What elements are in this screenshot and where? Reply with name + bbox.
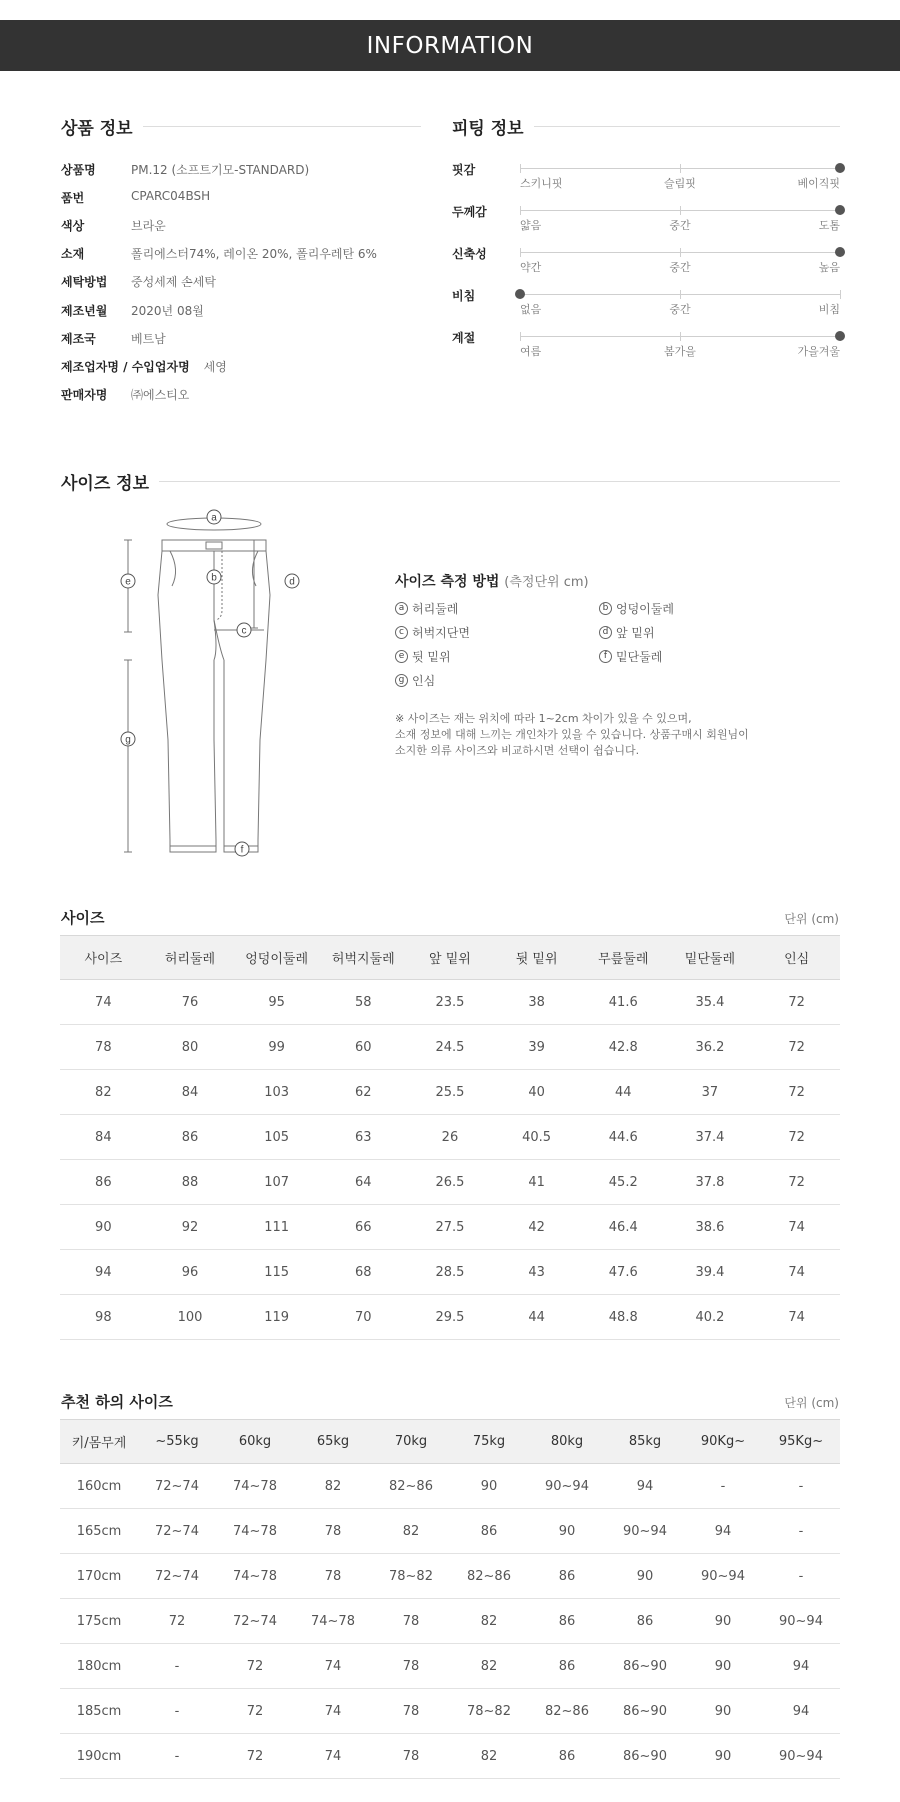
- table-cell: 40.5: [493, 1115, 580, 1160]
- table-cell: 90~94: [606, 1509, 684, 1554]
- table-cell: 68: [320, 1250, 407, 1295]
- table-cell: 170cm: [60, 1554, 138, 1599]
- table-header-cell: 엉덩이둘레: [233, 936, 320, 980]
- table-cell: 78: [372, 1599, 450, 1644]
- pants-diagram: [110, 500, 330, 865]
- marker-circle: d: [599, 626, 612, 639]
- table-row: [60, 1554, 840, 1599]
- product-info-label: 색상: [61, 219, 85, 233]
- table-cell: -: [762, 1509, 840, 1554]
- table-cell: 72: [216, 1644, 294, 1689]
- size-note-line: 소지한 의류 사이즈와 비교하시면 선택이 쉽습니다.: [395, 744, 640, 757]
- table-cell: 74~78: [216, 1509, 294, 1554]
- table-cell: 90: [684, 1689, 762, 1734]
- table-cell: 47.6: [580, 1250, 667, 1295]
- table-row: [60, 1160, 840, 1205]
- fitting-tick: [520, 164, 521, 173]
- table-cell: 41: [493, 1160, 580, 1205]
- table-cell: 78: [372, 1644, 450, 1689]
- table-row: [60, 1509, 840, 1554]
- table-header-cell: 75kg: [450, 1420, 528, 1464]
- table-cell: 185cm: [60, 1689, 138, 1734]
- fitting-track: [520, 294, 840, 295]
- table-row: [60, 1689, 840, 1734]
- fitting-tick: [680, 332, 681, 341]
- size-info-title: 사이즈 정보: [61, 469, 159, 494]
- table-row: [60, 1025, 840, 1070]
- marker-circle: c: [395, 626, 408, 639]
- fitting-label: 계절: [452, 331, 476, 345]
- table-cell: 90~94: [762, 1599, 840, 1644]
- table-cell: -: [762, 1554, 840, 1599]
- product-info-value: 베트남: [131, 332, 166, 346]
- recommend-table-unit: 단위 (cm): [784, 1396, 839, 1410]
- table-cell: 72: [753, 1025, 840, 1070]
- table-cell: 78: [372, 1689, 450, 1734]
- fitting-tick: [680, 164, 681, 173]
- marker-circle: b: [599, 602, 612, 615]
- table-cell: 72~74: [216, 1599, 294, 1644]
- table-cell: 72: [753, 980, 840, 1025]
- table-cell: 190cm: [60, 1734, 138, 1779]
- fitting-label: 핏감: [452, 163, 476, 177]
- table-cell: 44: [493, 1295, 580, 1340]
- fitting-tick: [520, 332, 521, 341]
- product-info-value: 브라운: [131, 219, 166, 233]
- fitting-track: [520, 336, 840, 337]
- table-cell: 72: [216, 1734, 294, 1779]
- fitting-scale-label: 비침: [818, 303, 840, 316]
- fitting-level-dot: [515, 289, 525, 299]
- marker-b: [207, 570, 221, 584]
- table-cell: 86: [528, 1644, 606, 1689]
- table-header-cell: 키/몸무게: [60, 1420, 138, 1464]
- measure-guide-label: 허벅지단면: [412, 626, 470, 640]
- table-cell: 82~86: [372, 1464, 450, 1509]
- table-cell: 86~90: [606, 1689, 684, 1734]
- table-cell: 86: [450, 1509, 528, 1554]
- product-info-row: [61, 302, 204, 319]
- table-cell: 70: [320, 1295, 407, 1340]
- size-info-divider: [61, 481, 840, 482]
- table-row: [60, 1734, 840, 1779]
- fitting-level-dot: [835, 331, 845, 341]
- marker-a: [207, 510, 221, 524]
- table-cell: 82: [450, 1734, 528, 1779]
- table-cell: 94: [762, 1689, 840, 1734]
- fitting-tick: [840, 290, 841, 299]
- fitting-scale-label: 도톰: [818, 219, 840, 232]
- fitting-label: 신축성: [452, 247, 487, 261]
- table-header-cell: 80kg: [528, 1420, 606, 1464]
- table-cell: 90: [606, 1554, 684, 1599]
- table-header-cell: 90Kg~: [684, 1420, 762, 1464]
- table-cell: 90~94: [684, 1554, 762, 1599]
- product-info-title: 상품 정보: [61, 114, 143, 139]
- table-cell: 82~86: [450, 1554, 528, 1599]
- product-info-label: 세탁방법: [61, 275, 108, 289]
- table-header-cell: 사이즈: [60, 936, 147, 980]
- table-cell: 72: [216, 1689, 294, 1734]
- table-cell: 46.4: [580, 1205, 667, 1250]
- table-cell: 42.8: [580, 1025, 667, 1070]
- measure-guide-label: 뒷 밑위: [412, 650, 451, 664]
- marker-circle: f: [599, 650, 612, 663]
- fitting-track: [520, 252, 840, 253]
- marker-circle: g: [395, 674, 408, 687]
- marker-f: [235, 842, 249, 856]
- table-cell: 82: [294, 1464, 372, 1509]
- size-table-unit: 단위 (cm): [784, 912, 839, 926]
- fitting-track: [520, 168, 840, 169]
- table-header-cell: 70kg: [372, 1420, 450, 1464]
- measure-guide-item: [395, 648, 451, 665]
- product-info-value: 폴리에스터74%, 레이온 20%, 폴리우레탄 6%: [131, 247, 377, 261]
- table-cell: 86: [606, 1599, 684, 1644]
- fitting-level-dot: [835, 205, 845, 215]
- table-cell: 78~82: [450, 1689, 528, 1734]
- product-info-label: 판매자명: [61, 388, 108, 402]
- table-cell: 78: [294, 1509, 372, 1554]
- product-info-value: 세영: [203, 360, 227, 374]
- table-cell: 90: [60, 1205, 147, 1250]
- table-row: [60, 1115, 840, 1160]
- table-cell: 74: [753, 1295, 840, 1340]
- svg-text:g: g: [125, 734, 131, 746]
- product-info-row: [61, 217, 166, 234]
- table-cell: 111: [233, 1205, 320, 1250]
- svg-text:c: c: [241, 625, 247, 637]
- table-header-cell: 밑단둘레: [667, 936, 754, 980]
- table-cell: 35.4: [667, 980, 754, 1025]
- table-cell: 37.8: [667, 1160, 754, 1205]
- table-cell: 29.5: [407, 1295, 494, 1340]
- table-cell: 72~74: [138, 1509, 216, 1554]
- table-cell: 94: [762, 1644, 840, 1689]
- fitting-tick: [520, 206, 521, 215]
- product-info-value: PM.12 (소프트기모-STANDARD): [131, 163, 310, 177]
- table-cell: 60: [320, 1025, 407, 1070]
- table-cell: 45.2: [580, 1160, 667, 1205]
- table-cell: 94: [606, 1464, 684, 1509]
- size-note: [395, 711, 815, 759]
- table-cell: 86: [147, 1115, 234, 1160]
- measure-guide-item: [599, 624, 655, 641]
- product-info-value: ㈜에스티오: [131, 388, 190, 402]
- table-cell: 40.2: [667, 1295, 754, 1340]
- table-header-cell: 뒷 밑위: [493, 936, 580, 980]
- product-info-row: [61, 273, 216, 290]
- fitting-info-title: 피팅 정보: [452, 114, 534, 139]
- marker-d: [285, 574, 299, 588]
- table-row: [60, 1644, 840, 1689]
- table-cell: 90: [684, 1599, 762, 1644]
- size-table-title: 사이즈: [61, 909, 105, 927]
- table-cell: 78~82: [372, 1554, 450, 1599]
- table-cell: 88: [147, 1160, 234, 1205]
- table-cell: 41.6: [580, 980, 667, 1025]
- table-cell: 84: [147, 1070, 234, 1115]
- table-cell: 23.5: [407, 980, 494, 1025]
- table-header-cell: 85kg: [606, 1420, 684, 1464]
- table-cell: 37: [667, 1070, 754, 1115]
- table-cell: 28.5: [407, 1250, 494, 1295]
- table-cell: 92: [147, 1205, 234, 1250]
- fitting-scale-label: 봄가을: [664, 345, 696, 358]
- table-header-cell: 95Kg~: [762, 1420, 840, 1464]
- fitting-tick: [680, 248, 681, 257]
- table-cell: 119: [233, 1295, 320, 1340]
- product-info-label: 제조년월: [61, 304, 108, 318]
- table-cell: 44.6: [580, 1115, 667, 1160]
- table-header-cell: 60kg: [216, 1420, 294, 1464]
- svg-text:b: b: [211, 572, 217, 584]
- table-cell: 180cm: [60, 1644, 138, 1689]
- measure-guide-label: 허리둘레: [412, 602, 459, 616]
- table-cell: 82: [60, 1070, 147, 1115]
- product-info-value: 중성세제 손세탁: [131, 275, 216, 289]
- table-cell: 105: [233, 1115, 320, 1160]
- table-cell: 94: [60, 1250, 147, 1295]
- information-banner: INFORMATION: [0, 20, 900, 71]
- table-cell: 48.8: [580, 1295, 667, 1340]
- table-cell: 82: [372, 1509, 450, 1554]
- table-cell: 99: [233, 1025, 320, 1070]
- size-note-line: 소재 정보에 대해 느끼는 개인차가 있을 수 있습니다. 상품구매시 회원님이: [395, 728, 749, 741]
- marker-e: [121, 574, 135, 588]
- table-row: [60, 1250, 840, 1295]
- measure-guide-item: [395, 600, 458, 617]
- table-row: [60, 1295, 840, 1340]
- table-cell: 84: [60, 1115, 147, 1160]
- fitting-scale-label: 높음: [818, 261, 840, 274]
- table-cell: 86~90: [606, 1644, 684, 1689]
- table-cell: 38.6: [667, 1205, 754, 1250]
- table-cell: 86: [60, 1160, 147, 1205]
- table-cell: 74~78: [216, 1464, 294, 1509]
- measure-guide-label: 밑단둘레: [616, 650, 663, 664]
- table-cell: 90~94: [762, 1734, 840, 1779]
- marker-circle: e: [395, 650, 408, 663]
- table-cell: 95: [233, 980, 320, 1025]
- fitting-scale-label: 스키니핏: [520, 177, 563, 190]
- table-cell: 100: [147, 1295, 234, 1340]
- table-cell: 82: [450, 1644, 528, 1689]
- table-cell: 74: [294, 1644, 372, 1689]
- product-info-row: [61, 358, 227, 375]
- marker-g: [121, 732, 135, 746]
- table-cell: 38: [493, 980, 580, 1025]
- table-cell: 115: [233, 1250, 320, 1295]
- size-table: [60, 935, 840, 1340]
- table-header-cell: 허리둘레: [147, 936, 234, 980]
- table-cell: -: [138, 1734, 216, 1779]
- table-cell: 74: [294, 1689, 372, 1734]
- table-header-cell: 인심: [753, 936, 840, 980]
- table-cell: 76: [147, 980, 234, 1025]
- product-info-row: [61, 245, 377, 262]
- table-cell: 37.4: [667, 1115, 754, 1160]
- table-header-cell: ~55kg: [138, 1420, 216, 1464]
- svg-text:a: a: [211, 512, 217, 524]
- svg-text:e: e: [125, 576, 131, 588]
- measure-guide-item: [395, 672, 435, 689]
- fitting-tick: [520, 248, 521, 257]
- table-cell: 82~86: [528, 1689, 606, 1734]
- table-cell: 36.2: [667, 1025, 754, 1070]
- table-cell: 40: [493, 1070, 580, 1115]
- table-cell: 78: [372, 1734, 450, 1779]
- recommend-table: [60, 1419, 840, 1779]
- measure-guide-label: 인심: [412, 674, 436, 688]
- table-cell: 43: [493, 1250, 580, 1295]
- fitting-scale-label: 베이직핏: [797, 177, 840, 190]
- svg-text:f: f: [240, 844, 244, 856]
- table-cell: 72: [753, 1160, 840, 1205]
- table-header-cell: 무릎둘레: [580, 936, 667, 980]
- marker-circle: a: [395, 602, 408, 615]
- table-cell: 103: [233, 1070, 320, 1115]
- table-cell: 98: [60, 1295, 147, 1340]
- table-cell: 94: [684, 1509, 762, 1554]
- product-info-label: 제조업자명 / 수입업자명: [61, 360, 190, 374]
- fitting-label: 비침: [452, 289, 476, 303]
- table-cell: -: [684, 1464, 762, 1509]
- table-cell: 74: [60, 980, 147, 1025]
- fitting-level-dot: [835, 247, 845, 257]
- fitting-scale-label: 중간: [669, 261, 691, 274]
- table-cell: 72~74: [138, 1464, 216, 1509]
- measure-guide-heading: 사이즈 측정 방법: [395, 574, 500, 590]
- table-cell: 64: [320, 1160, 407, 1205]
- table-cell: 58: [320, 980, 407, 1025]
- product-info-label: 상품명: [61, 163, 96, 177]
- table-cell: 78: [60, 1025, 147, 1070]
- table-cell: 26.5: [407, 1160, 494, 1205]
- table-cell: 160cm: [60, 1464, 138, 1509]
- table-cell: 78: [294, 1554, 372, 1599]
- fitting-scale-label: 여름: [520, 345, 542, 358]
- table-cell: 62: [320, 1070, 407, 1115]
- fitting-tick: [680, 206, 681, 215]
- fitting-scale-label: 슬림핏: [664, 177, 696, 190]
- product-info-row: [61, 161, 309, 178]
- table-cell: 72~74: [138, 1554, 216, 1599]
- table-cell: 86: [528, 1734, 606, 1779]
- table-cell: 26: [407, 1115, 494, 1160]
- table-cell: 39.4: [667, 1250, 754, 1295]
- product-info-label: 제조국: [61, 332, 96, 346]
- table-cell: -: [138, 1689, 216, 1734]
- product-info-value: 2020년 08월: [131, 304, 204, 318]
- table-cell: 72: [753, 1115, 840, 1160]
- measure-guide-title: [395, 571, 589, 591]
- table-cell: 24.5: [407, 1025, 494, 1070]
- product-info-value: CPARC04BSH: [131, 189, 211, 203]
- table-cell: 90: [684, 1644, 762, 1689]
- recommend-table-title: 추천 하의 사이즈: [61, 1393, 173, 1411]
- table-cell: 96: [147, 1250, 234, 1295]
- table-cell: 72: [753, 1070, 840, 1115]
- table-header-cell: 65kg: [294, 1420, 372, 1464]
- table-cell: 63: [320, 1115, 407, 1160]
- fitting-scale-label: 중간: [669, 219, 691, 232]
- table-cell: 165cm: [60, 1509, 138, 1554]
- table-cell: 74: [753, 1205, 840, 1250]
- fitting-tick: [680, 290, 681, 299]
- table-cell: 90~94: [528, 1464, 606, 1509]
- table-cell: 72: [138, 1599, 216, 1644]
- table-cell: 107: [233, 1160, 320, 1205]
- table-cell: 44: [580, 1070, 667, 1115]
- measure-guide-item: [599, 600, 674, 617]
- measure-guide-item: [395, 624, 470, 641]
- marker-c: [237, 623, 251, 637]
- product-info-row: [61, 189, 210, 206]
- table-row: [60, 1599, 840, 1644]
- product-info-row: [61, 386, 189, 403]
- table-cell: 86: [528, 1599, 606, 1644]
- table-cell: -: [762, 1464, 840, 1509]
- table-cell: 86: [528, 1554, 606, 1599]
- measure-guide-label: 엉덩이둘레: [616, 602, 674, 616]
- fitting-level-dot: [835, 163, 845, 173]
- table-cell: 175cm: [60, 1599, 138, 1644]
- measure-guide-unit: (측정단위 cm): [504, 575, 589, 590]
- table-header-cell: 앞 밑위: [407, 936, 494, 980]
- fitting-scale-label: 얇음: [520, 219, 542, 232]
- fitting-scale-label: 약간: [520, 261, 542, 274]
- product-info-label: 품번: [61, 191, 85, 205]
- table-row: [60, 1464, 840, 1509]
- table-cell: 74: [294, 1734, 372, 1779]
- fitting-scale-label: 중간: [669, 303, 691, 316]
- fitting-label: 두께감: [452, 205, 487, 219]
- table-cell: 74~78: [294, 1599, 372, 1644]
- product-info-label: 소재: [61, 247, 85, 261]
- table-cell: 82: [450, 1599, 528, 1644]
- table-cell: 74~78: [216, 1554, 294, 1599]
- table-cell: 90: [450, 1464, 528, 1509]
- size-note-line: ※ 사이즈는 재는 위치에 따라 1~2cm 차이가 있을 수 있으며,: [395, 712, 692, 725]
- measure-guide-item: [599, 648, 662, 665]
- table-row: [60, 980, 840, 1025]
- table-cell: 39: [493, 1025, 580, 1070]
- table-cell: 90: [684, 1734, 762, 1779]
- measure-guide-label: 앞 밑위: [616, 626, 655, 640]
- table-cell: 74: [753, 1250, 840, 1295]
- fitting-scale-label: 가을겨울: [797, 345, 840, 358]
- product-info-row: [61, 330, 166, 347]
- table-cell: 27.5: [407, 1205, 494, 1250]
- table-row: [60, 1070, 840, 1115]
- table-cell: 80: [147, 1025, 234, 1070]
- fitting-scale-label: 없음: [520, 303, 542, 316]
- table-cell: -: [138, 1644, 216, 1689]
- table-cell: 42: [493, 1205, 580, 1250]
- table-cell: 66: [320, 1205, 407, 1250]
- table-cell: 86~90: [606, 1734, 684, 1779]
- fitting-track: [520, 210, 840, 211]
- svg-text:d: d: [289, 576, 295, 588]
- table-row: [60, 1205, 840, 1250]
- table-cell: 90: [528, 1509, 606, 1554]
- table-header-cell: 허벅지둘레: [320, 936, 407, 980]
- table-cell: 25.5: [407, 1070, 494, 1115]
